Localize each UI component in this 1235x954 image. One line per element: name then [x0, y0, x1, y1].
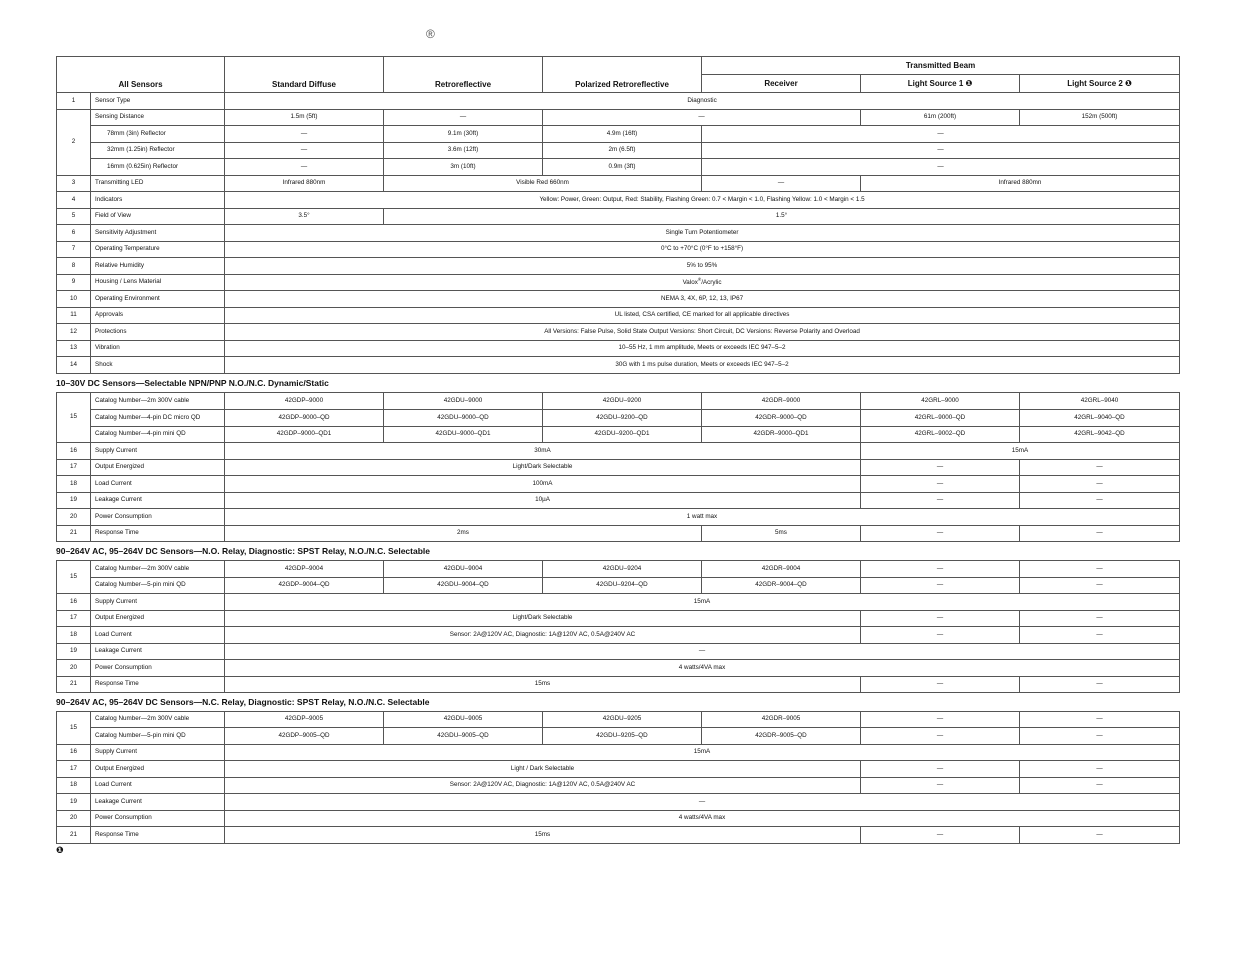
row-label: Power Consumption: [91, 811, 225, 827]
cell-value: 30G with 1 ms pulse duration, Meets or exceeds IEC 947–5–2: [225, 357, 1180, 374]
catalog-number: 42GRL–9000–QD: [861, 410, 1020, 427]
cell-value: 15ms: [225, 677, 861, 693]
row-label: Relative Humidity: [91, 258, 225, 275]
row-label: 78mm (3in) Reflector: [91, 126, 225, 143]
row-number: 18: [57, 476, 91, 493]
header-retroreflective: Retroreflective: [384, 57, 543, 93]
row-label: Sensitivity Adjustment: [91, 225, 225, 242]
table-row: [57, 493, 1180, 509]
table-row: [57, 811, 1180, 827]
cell-value: —: [702, 126, 1180, 143]
catalog-number: 42GDR–9004–QD: [702, 578, 861, 594]
table-row: [57, 509, 1180, 526]
row-label: 16mm (0.625in) Reflector: [91, 159, 225, 176]
cell-value: —: [1020, 827, 1180, 844]
row-number: 3: [57, 176, 91, 192]
section-title-ac-no-relay: 90–264V AC, 95–264V DC Sensors—N.O. Relay, Diagnostic: SPST Relay, N.O./N.C. Selectable: [56, 546, 430, 556]
cell-value: 1.5m (5ft): [225, 110, 384, 126]
row-label: Catalog Number—4-pin DC micro QD: [91, 410, 225, 427]
ac-nc-relay-table: [56, 711, 1180, 844]
row-label: Catalog Number—2m 300V cable: [91, 561, 225, 578]
table-row: [57, 644, 1180, 660]
catalog-number: 42GDU–9000–QD: [384, 410, 543, 427]
catalog-number: 42GDU–9000: [384, 393, 543, 410]
row-label: Output Energized: [91, 611, 225, 627]
cell-value: —: [861, 761, 1020, 778]
table-row: [57, 427, 1180, 443]
section-title-ac-nc-relay: 90–264V AC, 95–264V DC Sensors—N.C. Relay, Diagnostic: SPST Relay, N.O./N.C. Selectable: [56, 697, 430, 707]
table-row: [57, 410, 1180, 427]
row-number: 8: [57, 258, 91, 275]
cell-value: —: [225, 159, 384, 176]
catalog-number: 42GDU–9205: [543, 712, 702, 728]
cell-value: —: [861, 778, 1020, 794]
catalog-number: 42GDU–9205–QD: [543, 728, 702, 745]
row-number: 19: [57, 644, 91, 660]
catalog-number: —: [861, 728, 1020, 745]
row-label: Leakage Current: [91, 493, 225, 509]
row-label: Catalog Number—5-pin mini QD: [91, 578, 225, 594]
header-row-top: [57, 57, 1180, 75]
cell-value: 2ms: [225, 526, 702, 542]
catalog-number: 42GDP–9000: [225, 393, 384, 410]
cell-value: —: [861, 677, 1020, 693]
cell-value: 0°C to +70°C (0°F to +158°F): [225, 242, 1180, 258]
table-row: [57, 578, 1180, 594]
row-label: Response Time: [91, 827, 225, 844]
catalog-number: 42GRL–9002–QD: [861, 427, 1020, 443]
table-row: [57, 476, 1180, 493]
row-number: 17: [57, 761, 91, 778]
row-label: Load Current: [91, 476, 225, 493]
cell-value: —: [1020, 611, 1180, 627]
row-number: 17: [57, 611, 91, 627]
row-number: 18: [57, 778, 91, 794]
cell-value: 5ms: [702, 526, 861, 542]
row-label: Transmitting LED: [91, 176, 225, 192]
table-row: [57, 460, 1180, 476]
row-label: Supply Current: [91, 745, 225, 761]
cell-value: 10µA: [225, 493, 861, 509]
row-label: Power Consumption: [91, 660, 225, 677]
catalog-number: 42GDU–9000–QD1: [384, 427, 543, 443]
row-number: 1: [57, 93, 91, 110]
row-label: Indicators: [91, 192, 225, 209]
table-row: [57, 324, 1180, 341]
row-label: Field of View: [91, 209, 225, 225]
section-title-dc: 10–30V DC Sensors—Selectable NPN/PNP N.O./N.C. Dynamic/Static: [56, 378, 329, 388]
table-row: [57, 242, 1180, 258]
row-number: 20: [57, 660, 91, 677]
table-row: [57, 728, 1180, 745]
cell-value: Sensor: 2A@120V AC, Diagnostic: 1A@120V AC, 0.5A@240V AC: [225, 778, 861, 794]
catalog-number: 42GDR–9004: [702, 561, 861, 578]
cell-value: 4 watts/4VA max: [225, 660, 1180, 677]
row-label: Response Time: [91, 677, 225, 693]
header-polarized-retroreflective: Polarized Retroreflective: [543, 57, 702, 93]
table-row: [57, 594, 1180, 611]
table-row: [57, 176, 1180, 192]
cell-value: —: [702, 176, 861, 192]
table-row: [57, 110, 1180, 126]
cell-value: 1.5°: [384, 209, 1180, 225]
row-label: Catalog Number—2m 300V cable: [91, 712, 225, 728]
row-number: 15: [57, 393, 91, 443]
cell-value: Light / Dark Selectable: [225, 761, 861, 778]
catalog-number: 42GDP–9004–QD: [225, 578, 384, 594]
table-row: [57, 526, 1180, 542]
catalog-number: —: [1020, 578, 1180, 594]
catalog-number: 42GDP–9004: [225, 561, 384, 578]
header-light-source-2: Light Source 2 ❶: [1020, 75, 1180, 93]
row-label: Power Consumption: [91, 509, 225, 526]
cell-value: —: [861, 460, 1020, 476]
row-label: Sensor Type: [91, 93, 225, 110]
row-number: 20: [57, 811, 91, 827]
row-number: 21: [57, 677, 91, 693]
cell-value: —: [384, 110, 543, 126]
row-label: Response Time: [91, 526, 225, 542]
row-number: 13: [57, 341, 91, 357]
cell-value: [225, 275, 1180, 291]
cell-value: —: [225, 126, 384, 143]
cell-value: 9.1m (30ft): [384, 126, 543, 143]
catalog-number: 42GDU–9005: [384, 712, 543, 728]
catalog-number: —: [1020, 712, 1180, 728]
footnote-marker: ❶: [56, 845, 64, 855]
table-row: [57, 393, 1180, 410]
row-label: Catalog Number—4-pin mini QD: [91, 427, 225, 443]
row-number: 4: [57, 192, 91, 209]
row-number: 16: [57, 745, 91, 761]
catalog-number: 42GDU–9004–QD: [384, 578, 543, 594]
cell-value: —: [861, 493, 1020, 509]
cell-value: 1 watt max: [225, 509, 1180, 526]
cell-value: 10–55 Hz, 1 mm amplitude, Meets or exceeds IEC 947–5–2: [225, 341, 1180, 357]
catalog-number: 42GRL–9000: [861, 393, 1020, 410]
table-row: [57, 93, 1180, 110]
cell-value: —: [225, 143, 384, 159]
catalog-number: 42GRL–9042–QD: [1020, 427, 1180, 443]
cell-value: —: [861, 611, 1020, 627]
ac-no-relay-table: [56, 560, 1180, 693]
table-row: [57, 745, 1180, 761]
row-label: Supply Current: [91, 443, 225, 460]
catalog-number: 42GRL–9040: [1020, 393, 1180, 410]
catalog-number: 42GDU–9200: [543, 393, 702, 410]
catalog-number: 42GDP–9005–QD: [225, 728, 384, 745]
cell-value: Visible Red 660nm: [384, 176, 702, 192]
catalog-number: 42GDR–9005: [702, 712, 861, 728]
cell-value: —: [861, 627, 1020, 644]
cell-value: 61m (200ft): [861, 110, 1020, 126]
row-number: 15: [57, 712, 91, 745]
table-row: [57, 143, 1180, 159]
catalog-number: 42GRL–9040–QD: [1020, 410, 1180, 427]
catalog-number: 42GDR–9000–QD: [702, 410, 861, 427]
cell-value: —: [1020, 677, 1180, 693]
catalog-number: 42GDU–9200–QD: [543, 410, 702, 427]
catalog-number: 42GDR–9005–QD: [702, 728, 861, 745]
row-number: 15: [57, 561, 91, 594]
table-row: [57, 225, 1180, 242]
table-row: [57, 794, 1180, 811]
table-row: [57, 159, 1180, 176]
dc-sensors-table: [56, 392, 1180, 542]
row-number: 10: [57, 291, 91, 308]
table-row: [57, 611, 1180, 627]
catalog-number: —: [1020, 561, 1180, 578]
cell-value: 15mA: [861, 443, 1180, 460]
catalog-number: 42GDU–9200–QD1: [543, 427, 702, 443]
cell-value: 3m (10ft): [384, 159, 543, 176]
registered-superscript: ®: [697, 277, 702, 283]
table-row: [57, 275, 1180, 291]
registered-mark: ®: [426, 27, 435, 41]
row-label: Operating Temperature: [91, 242, 225, 258]
row-number: 2: [57, 110, 91, 176]
table-row: [57, 660, 1180, 677]
row-label: Output Energized: [91, 460, 225, 476]
table-row: [57, 712, 1180, 728]
row-number: 14: [57, 357, 91, 374]
cell-value: 15mA: [225, 745, 1180, 761]
cell-value: —: [861, 827, 1020, 844]
catalog-number: 42GDU–9204–QD: [543, 578, 702, 594]
cell-value: —: [861, 526, 1020, 542]
table-row: [57, 761, 1180, 778]
material-name: Valox: [682, 279, 698, 287]
row-number: 5: [57, 209, 91, 225]
catalog-number: 42GDR–9000: [702, 393, 861, 410]
cell-value: 15ms: [225, 827, 861, 844]
header-standard-diffuse: Standard Diffuse: [225, 57, 384, 93]
cell-value: 3.5°: [225, 209, 384, 225]
table-row: [57, 677, 1180, 693]
table-row: [57, 443, 1180, 460]
material-suffix: /Acrylic: [701, 279, 722, 287]
cell-value: —: [1020, 493, 1180, 509]
cell-value: Single Turn Potentiometer: [225, 225, 1180, 242]
row-number: 9: [57, 275, 91, 291]
spec-document: [56, 56, 1179, 844]
cell-value: NEMA 3, 4X, 6P, 12, 13, IP67: [225, 291, 1180, 308]
cell-value: —: [1020, 476, 1180, 493]
cell-value: —: [1020, 761, 1180, 778]
catalog-number: —: [861, 578, 1020, 594]
catalog-number: —: [861, 561, 1020, 578]
row-label: 32mm (1.25in) Reflector: [91, 143, 225, 159]
table-row: [57, 778, 1180, 794]
cell-value: —: [1020, 526, 1180, 542]
row-label: Housing / Lens Material: [91, 275, 225, 291]
cell-value: 4 watts/4VA max: [225, 811, 1180, 827]
table-row: [57, 561, 1180, 578]
row-label: Vibration: [91, 341, 225, 357]
cell-value: —: [1020, 460, 1180, 476]
row-number: 17: [57, 460, 91, 476]
row-number: 18: [57, 627, 91, 644]
cell-value: —: [543, 110, 861, 126]
row-number: 16: [57, 594, 91, 611]
row-label: Load Current: [91, 778, 225, 794]
cell-value: —: [702, 159, 1180, 176]
row-number: 21: [57, 526, 91, 542]
cell-value: —: [1020, 778, 1180, 794]
header-transmitted-beam: Transmitted Beam: [702, 57, 1180, 75]
header-light-source-1: Light Source 1 ❶: [861, 75, 1020, 93]
row-number: 11: [57, 308, 91, 324]
row-label: Shock: [91, 357, 225, 374]
row-number: 7: [57, 242, 91, 258]
row-label: Sensing Distance: [91, 110, 225, 126]
cell-value: Infrared 880mn: [861, 176, 1180, 192]
cell-value: Diagnostic: [225, 93, 1180, 110]
cell-value: Infrared 880nm: [225, 176, 384, 192]
row-label: Load Current: [91, 627, 225, 644]
cell-value: 152m (500ft): [1020, 110, 1180, 126]
row-number: 19: [57, 493, 91, 509]
cell-value: 15mA: [225, 594, 1180, 611]
cell-value: 4.9m (16ft): [543, 126, 702, 143]
cell-value: —: [861, 476, 1020, 493]
row-label: Output Energized: [91, 761, 225, 778]
cell-value: Light/Dark Selectable: [225, 611, 861, 627]
row-number: 21: [57, 827, 91, 844]
cell-value: 5% to 95%: [225, 258, 1180, 275]
table-row: [57, 357, 1180, 374]
cell-value: —: [225, 644, 1180, 660]
cell-value: —: [225, 794, 1180, 811]
cell-value: UL listed, CSA certified, CE marked for all applicable directives: [225, 308, 1180, 324]
row-number: 20: [57, 509, 91, 526]
row-label: Leakage Current: [91, 794, 225, 811]
catalog-number: —: [861, 712, 1020, 728]
table-row: [57, 341, 1180, 357]
catalog-number: 42GDP–9000–QD1: [225, 427, 384, 443]
cell-value: Yellow: Power, Green: Output, Red: Stability, Flashing Green: 0.7 < Margin < 1.0, Flashing Yellow: 1.0 < Margin < 1.5: [225, 192, 1180, 209]
catalog-number: 42GDU–9204: [543, 561, 702, 578]
cell-value: 30mA: [225, 443, 861, 460]
row-number: 6: [57, 225, 91, 242]
row-label: Protections: [91, 324, 225, 341]
row-number: 19: [57, 794, 91, 811]
table-row: [57, 126, 1180, 143]
table-row: [57, 209, 1180, 225]
row-label: Approvals: [91, 308, 225, 324]
row-number: 16: [57, 443, 91, 460]
table-row: [57, 308, 1180, 324]
cell-value: 100mA: [225, 476, 861, 493]
table-row: [57, 627, 1180, 644]
catalog-number: 42GDU–9005–QD: [384, 728, 543, 745]
row-label: Catalog Number—2m 300V cable: [91, 393, 225, 410]
general-spec-table: [56, 56, 1180, 374]
cell-value: Light/Dark Selectable: [225, 460, 861, 476]
table-row: [57, 258, 1180, 275]
row-label: Supply Current: [91, 594, 225, 611]
catalog-number: 42GDP–9000–QD: [225, 410, 384, 427]
table-row: [57, 192, 1180, 209]
row-label: Catalog Number—5-pin mini QD: [91, 728, 225, 745]
catalog-number: 42GDU–9004: [384, 561, 543, 578]
cell-value: Sensor: 2A@120V AC, Diagnostic: 1A@120V AC, 0.5A@240V AC: [225, 627, 861, 644]
cell-value: All Versions: False Pulse, Solid State Output Versions: Short Circuit, DC Versions: Reverse Polarity and Overload: [225, 324, 1180, 341]
table-row: [57, 291, 1180, 308]
cell-value: —: [702, 143, 1180, 159]
header-all-sensors: All Sensors: [57, 57, 225, 93]
row-label: Operating Environment: [91, 291, 225, 308]
cell-value: 2m (6.5ft): [543, 143, 702, 159]
catalog-number: —: [1020, 728, 1180, 745]
row-label: Leakage Current: [91, 644, 225, 660]
cell-value: 3.6m (12ft): [384, 143, 543, 159]
cell-value: —: [1020, 627, 1180, 644]
header-receiver: Receiver: [702, 75, 861, 93]
table-row: [57, 827, 1180, 844]
cell-value: 0.9m (3ft): [543, 159, 702, 176]
row-number: 12: [57, 324, 91, 341]
catalog-number: 42GDP–9005: [225, 712, 384, 728]
catalog-number: 42GDR–9000–QD1: [702, 427, 861, 443]
